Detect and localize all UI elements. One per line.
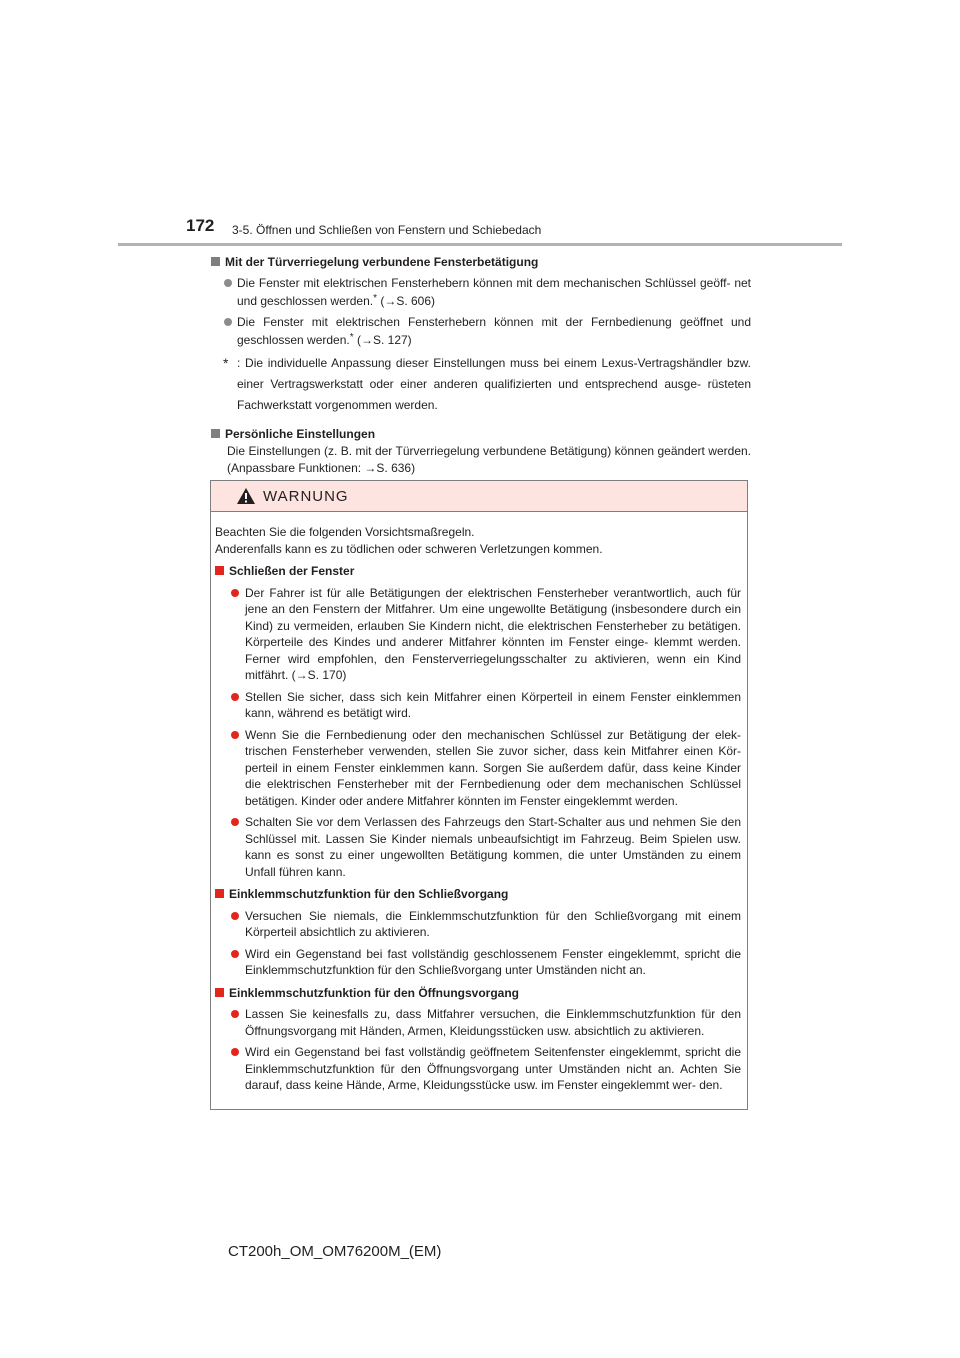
warning-intro: Beachten Sie die folgenden Vorsichtsmaßregeln. <box>215 525 475 539</box>
document-code: CT200h_OM_OM76200M_(EM) <box>228 1243 442 1260</box>
section-heading-personal: Persönliche Einstellungen <box>211 426 751 443</box>
list-item: Die Fenster mit elektrischen Fensterhebern können mit der Fernbedienung geöffnet und geschlossen werden.* (→S. 127) <box>211 314 751 349</box>
list-item: Schalten Sie vor dem Verlassen des Fahrzeugs den Start-Schalter aus und nehmen Sie den Schlüssel mit. Lassen Sie Kinder niemals unbeaufsichtigt im Fahrzeug. Beim Spielen usw. kann es sonst zu einer ungewollten Betätigung kommen, die unter Umständen zu einem Unfall führen kann. <box>215 814 741 880</box>
list-item: Wird ein Gegenstand bei fast vollständig geschlossenem Fenster eingeklemmt, spricht die Einklemmschutzfunktion für den Schließvorgang unter Umständen nicht an. <box>215 946 741 979</box>
warning-title: WARNUNG <box>263 488 349 505</box>
bullet-dot-icon <box>231 950 239 958</box>
list-item: Der Fahrer ist für alle Betätigungen der elektrischen Fensterheber verantwortlich, auch für jene an den Fenstern der Mitfahrer. Um eine ungewollte Betätigung (insbesondere durch ein Kind) zu vermeiden, erlauben Sie Kindern nicht, die elektrischen Fensterheber zu betätigen. Körperteile des Kindes und anderer Mitfahrer könnten im Fenster einge- klemmt werden. Ferner wird empfohlen, den Fensterverriegelungsschalter zu aktivieren, wenn ein Kind mitfährt. (→S. 170) <box>215 585 741 684</box>
bullet-dot-icon <box>224 279 232 287</box>
page-reference: (→S. 127) <box>356 333 412 347</box>
warning-heading-closing: Schließen der Fenster <box>215 563 741 580</box>
warning-triangle-icon <box>236 487 256 505</box>
bullet-dot-icon <box>231 1010 239 1018</box>
main-content <box>211 254 751 476</box>
page-number: 172 <box>186 216 215 235</box>
list-item: Lassen Sie keinesfalls zu, dass Mitfahrer versuchen, die Einklemmschutzfunktion für den Öffnungsvorgang mit Händen, Armen, Kleidungsstücken usw. absichtlich zu aktivieren. <box>215 1006 741 1039</box>
footnote: * : Die individuelle Anpassung dieser Einstellungen muss bei einem Lexus-Vertragshändler bzw. einer Vertragswerkstatt oder einer anderen qualifizierten und entsprechend ausge- rüsteten Fachwerkstatt vorgenommen werden. <box>223 354 751 412</box>
bullet-dot-icon <box>231 1048 239 1056</box>
square-bullet-icon <box>211 429 220 438</box>
section-heading-door-lock: Mit der Türverriegelung verbundene Fensterbetätigung <box>211 254 751 271</box>
square-bullet-icon <box>215 988 224 997</box>
bullet-dot-icon <box>231 731 239 739</box>
warning-header <box>211 481 747 512</box>
warning-box <box>210 480 748 1110</box>
section-title: 3-5. Öffnen und Schließen von Fenstern und Schiebedach <box>232 223 542 237</box>
list-item: Versuchen Sie niemals, die Einklemmschutzfunktion für den Schließvorgang mit einem Körperteil absichtlich zu aktivieren. <box>215 908 741 941</box>
footnote-star: * <box>223 354 229 371</box>
bullet-dot-icon <box>224 318 232 326</box>
list-item: Die Fenster mit elektrischen Fensterhebern können mit dem mechanischen Schlüssel geöff- net und geschlossen werden.* (→S. 606) <box>211 275 751 310</box>
footnote-star: * <box>373 293 377 304</box>
square-bullet-icon <box>211 257 220 266</box>
footnote-star: * <box>349 332 354 343</box>
bullet-dot-icon <box>231 912 239 920</box>
square-bullet-icon <box>215 889 224 898</box>
warning-body <box>211 512 747 1094</box>
page-header <box>0 0 960 250</box>
bullet-dot-icon <box>231 818 239 826</box>
header-rule <box>118 243 842 246</box>
bullet-dot-icon <box>231 693 239 701</box>
warning-heading-opening-protection: Einklemmschutzfunktion für den Öffnungsvorgang <box>215 985 741 1002</box>
bullet-dot-icon <box>231 589 239 597</box>
list-item: Stellen Sie sicher, dass sich kein Mitfahrer einen Körperteil in einem Fenster einklemmen kann, während es betätigt wird. <box>215 689 741 722</box>
list-item: Wird ein Gegenstand bei fast vollständig geöffnetem Seitenfenster eingeklemmt, spricht die Einklemmschutzfunktion für den Öffnungsvorgang unter Umständen nicht an. Achten Sie darauf, dass keine Hände, Arme, Kleidungsstücke usw. im Fenster eingeklemmt wer- den. <box>215 1044 741 1094</box>
square-bullet-icon <box>215 566 224 575</box>
page-reference: (→S. 606) <box>380 294 436 308</box>
warning-heading-closing-protection: Einklemmschutzfunktion für den Schließvorgang <box>215 886 741 903</box>
paragraph: Die Einstellungen (z. B. mit der Türverriegelung verbundene Betätigung) können geändert werden. (Anpassbare Funktionen: →S. 636) <box>227 444 751 475</box>
list-item: Wenn Sie die Fernbedienung oder den mechanischen Schlüssel zur Betätigung der elek- trischen Fensterheber verwenden, stellen Sie zuvor sicher, dass kein Mitfahrer einen Kör- perteil in einem Fenster einklemmen kann. Sorgen Sie außerdem dafür, dass keine Kinder die elektrischen Fensterheber mit der Fernbedienung oder dem mechanischen Schlüssel betätigen. Kinder oder andere Mitfahrer könnten im Fenster eingeklemmt werden. <box>215 727 741 810</box>
warning-intro: Anderenfalls kann es zu tödlichen oder schweren Verletzungen kommen. <box>215 541 603 556</box>
